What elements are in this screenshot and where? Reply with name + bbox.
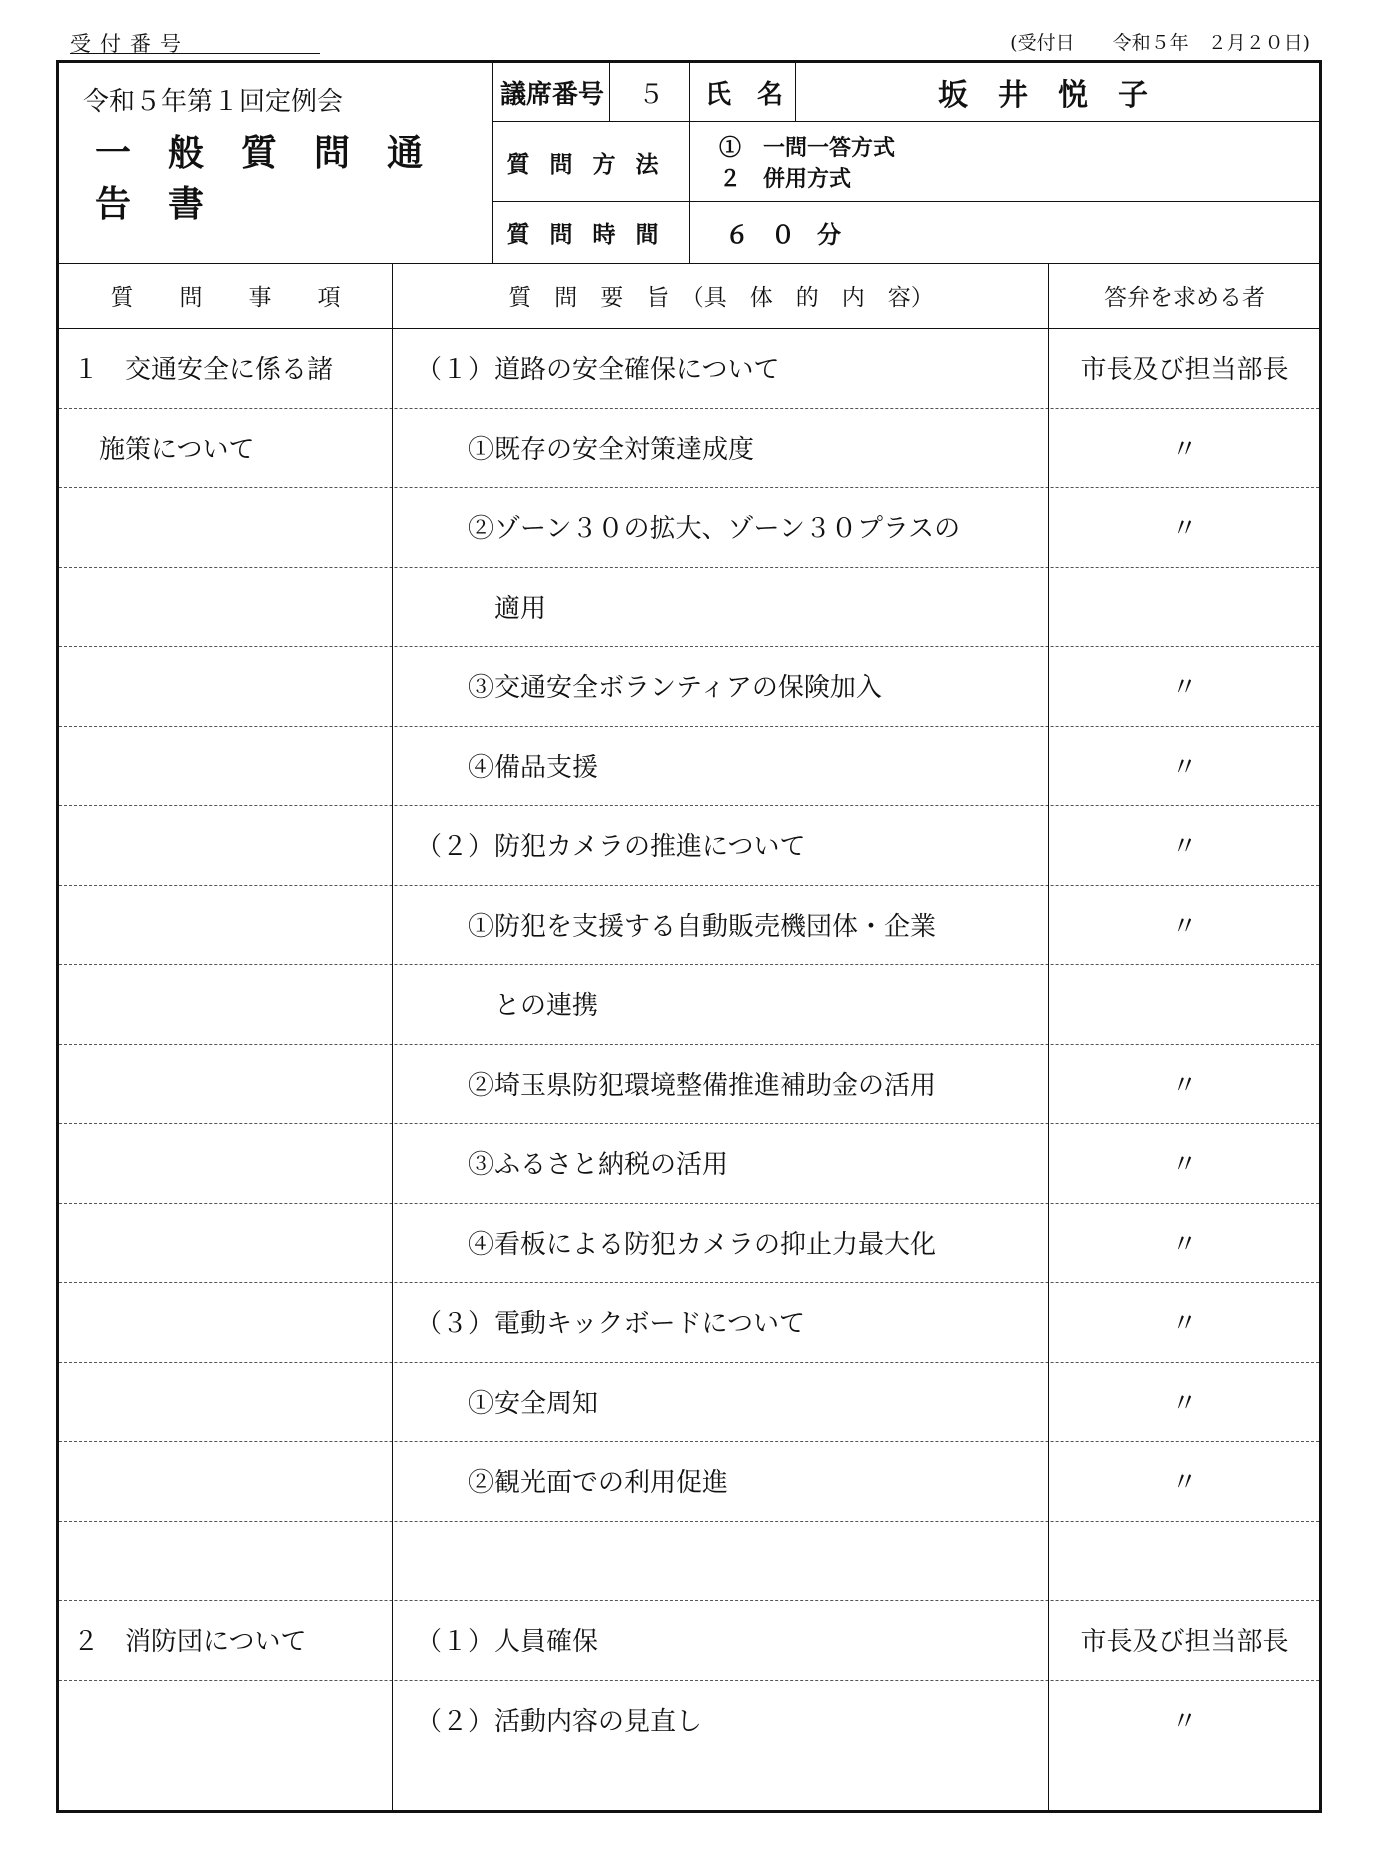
- seat-label: 議席番号: [499, 79, 604, 110]
- question-item-cell: [59, 1521, 406, 1600]
- divider: [609, 63, 610, 121]
- table-row: [59, 487, 1319, 566]
- question-item-cell: [59, 1362, 406, 1441]
- question-summary-cell: ④看板による防犯カメラの抑止力最大化: [416, 1229, 937, 1260]
- method-options-cell: [719, 123, 1219, 201]
- member-name: 坂井悦子: [938, 78, 1178, 113]
- table-row: [59, 1282, 1319, 1361]
- time-label-cell: [494, 203, 691, 261]
- question-summary-cell: （２）活動内容の見直し: [416, 1706, 703, 1737]
- question-item-cell: [59, 805, 406, 884]
- title-cell: [95, 132, 495, 225]
- table-row: [59, 328, 1319, 407]
- question-item-cell: [59, 646, 406, 725]
- table-row: [59, 1521, 1319, 1600]
- question-summary-cell: （２）防犯カメラの推進について: [416, 832, 806, 862]
- respondent-cell: 市長及び担当部長: [1080, 1627, 1289, 1657]
- respondent-cell: 〃: [1171, 1309, 1198, 1339]
- table-row: [59, 964, 1319, 1043]
- receipt-date: (受付日 令和５年 ２月２０日): [1010, 32, 1310, 54]
- method-option-combined: ２ 併用方式: [719, 166, 852, 192]
- respondent-cell: 〃: [1171, 1388, 1198, 1419]
- method-label: 質問方法: [506, 150, 679, 178]
- question-summary-cell: [394, 1521, 1070, 1600]
- receipt-number-underline: [70, 53, 320, 54]
- question-summary-cell: との連携: [416, 991, 599, 1021]
- respondent-cell: 〃: [1171, 1706, 1198, 1737]
- name-cell: [797, 63, 1319, 121]
- question-summary-cell: ③交通安全ボランティアの保険加入: [416, 673, 882, 703]
- question-item-cell: ２ 消防団について: [73, 1627, 307, 1657]
- divider: [689, 63, 690, 263]
- question-item-cell: [59, 1282, 406, 1361]
- col-header-summary: [394, 263, 1048, 328]
- col-header-respondent-label: 答弁を求める者: [1104, 285, 1265, 311]
- question-item-cell: [59, 964, 406, 1043]
- table-row: [59, 567, 1319, 646]
- respondent-cell: 〃: [1171, 832, 1198, 862]
- question-item-cell: [59, 1441, 406, 1520]
- table-row: [59, 1680, 1319, 1759]
- divider: [1048, 263, 1049, 1810]
- question-summary-cell: ①既存の安全対策達成度: [416, 434, 755, 465]
- respondent-cell: 〃: [1171, 434, 1198, 465]
- question-summary-cell: （１）人員確保: [416, 1627, 599, 1657]
- table-row: [59, 646, 1319, 725]
- question-item-cell: 施策について: [73, 434, 255, 465]
- table-row: [59, 885, 1319, 964]
- question-summary-cell: ①安全周知: [416, 1388, 599, 1419]
- col-header-item: [59, 263, 392, 328]
- question-item-cell: [59, 1044, 406, 1123]
- respondent-cell: [1050, 964, 1319, 1043]
- table-row: [59, 726, 1319, 805]
- divider: [795, 63, 796, 121]
- meeting-title: 令和５年第１回定例会: [83, 86, 344, 117]
- respondent-cell: [1050, 1521, 1319, 1600]
- question-item-cell: [59, 487, 406, 566]
- receipt-number-label: 受付番号: [70, 32, 190, 56]
- meeting-cell: [83, 71, 483, 127]
- table-row: [59, 1203, 1319, 1282]
- table-row: [59, 408, 1319, 487]
- question-notice-form: [56, 60, 1322, 1813]
- col-header-summary-label: 質 問 要 旨 （具 体 的 内 容）: [508, 285, 934, 311]
- question-item-cell: [59, 1123, 406, 1202]
- method-option-one-by-one: ① 一問一答方式: [719, 135, 896, 161]
- table-row: [59, 1362, 1319, 1441]
- divider: [492, 63, 493, 263]
- name-label: 氏 名: [704, 79, 783, 110]
- question-summary-cell: ②ゾーン３０の拡大、ゾーン３０プラスの: [416, 514, 961, 544]
- divider: [492, 201, 1319, 202]
- seat-number: ５: [637, 79, 664, 110]
- question-summary-cell: ②埼玉県防犯環境整備推進補助金の活用: [416, 1070, 937, 1101]
- respondent-cell: 〃: [1171, 1070, 1198, 1101]
- question-summary-cell: ②観光面での利用促進: [416, 1468, 729, 1498]
- table-row: [59, 1123, 1319, 1202]
- seat-label-cell: [494, 63, 610, 121]
- table-row: [59, 805, 1319, 884]
- divider: [392, 263, 393, 1810]
- table-row: [59, 1600, 1319, 1679]
- respondent-cell: [1050, 567, 1319, 646]
- method-label-cell: [494, 123, 691, 201]
- question-item-cell: [59, 885, 406, 964]
- respondent-cell: 〃: [1171, 1229, 1198, 1260]
- time-value: ６０分: [725, 219, 863, 249]
- question-summary-cell: （１）道路の安全確保について: [416, 355, 780, 385]
- question-summary-cell: （３）電動キックボードについて: [416, 1309, 805, 1339]
- question-item-cell: [59, 1680, 406, 1759]
- question-item-cell: [59, 567, 406, 646]
- respondent-cell: 〃: [1171, 752, 1198, 783]
- question-item-cell: [59, 1203, 406, 1282]
- respondent-cell: 〃: [1171, 514, 1198, 544]
- divider: [59, 328, 1319, 329]
- question-summary-cell: ④備品支援: [416, 752, 599, 783]
- respondent-cell: 〃: [1171, 1468, 1198, 1498]
- table-row: [59, 1441, 1319, 1520]
- col-header-item-label: 質 問 事 項: [110, 285, 341, 311]
- table-row: [59, 1044, 1319, 1123]
- respondent-cell: 〃: [1171, 911, 1198, 942]
- divider: [492, 121, 1319, 122]
- question-summary-cell: 適用: [416, 593, 547, 624]
- respondent-cell: 市長及び担当部長: [1080, 355, 1289, 385]
- respondent-cell: 〃: [1171, 1150, 1198, 1180]
- question-summary-cell: ①防犯を支援する自動販売機団体・企業: [416, 911, 937, 942]
- col-header-respondent: [1050, 263, 1319, 328]
- seat-number-cell: [611, 63, 691, 121]
- divider: [59, 263, 1319, 264]
- question-item-cell: [59, 726, 406, 805]
- respondent-cell: 〃: [1171, 673, 1198, 703]
- doc-title: 一般質問通告書: [95, 132, 461, 225]
- question-summary-cell: ③ふるさと納税の活用: [416, 1150, 729, 1180]
- receipt-bar: [70, 28, 1310, 56]
- time-value-cell: [725, 203, 1025, 261]
- time-label: 質問時間: [506, 220, 679, 248]
- name-label-cell: [691, 63, 797, 121]
- question-item-cell: １ 交通安全に係る諸: [73, 355, 334, 385]
